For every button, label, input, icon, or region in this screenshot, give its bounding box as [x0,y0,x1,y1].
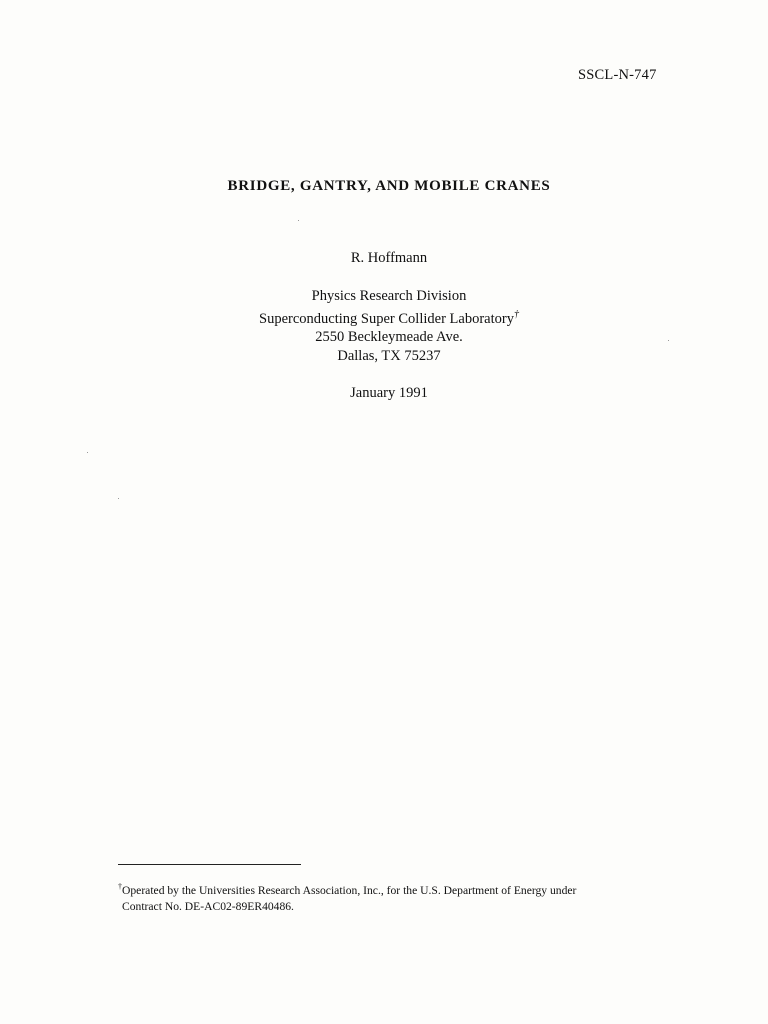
laboratory-name: Superconducting Super Collider Laboratory [259,310,514,327]
footnote-line-1 [118,879,678,899]
laboratory-footnote-mark: † [513,308,519,320]
document-title: BRIDGE, GANTRY, AND MOBILE CRANES [227,178,551,194]
document-date: January 1991 [350,385,428,401]
laboratory-line [0,306,768,329]
scan-speck [118,498,119,499]
footnote [118,879,678,914]
street-line: 2550 Beckleymeade Ave. [315,329,463,345]
division-line: Physics Research Division [311,288,467,304]
author-name: R. Hoffmann [350,250,428,266]
footnote-divider [118,864,301,865]
scan-speck [298,220,299,221]
footnote-text-1: Operated by the Universities Research Association, Inc., for the U.S. Department of Energy under [122,884,577,897]
footnote-line-2: Contract No. DE-AC02-89ER40486. [122,899,294,913]
scan-speck [668,340,669,341]
affiliation-block [0,287,768,365]
city-line: Dallas, TX 75237 [337,347,441,364]
scan-speck [87,452,88,453]
report-number: SSCL-N-747 [578,67,657,83]
footnote-mark: † [118,882,122,891]
